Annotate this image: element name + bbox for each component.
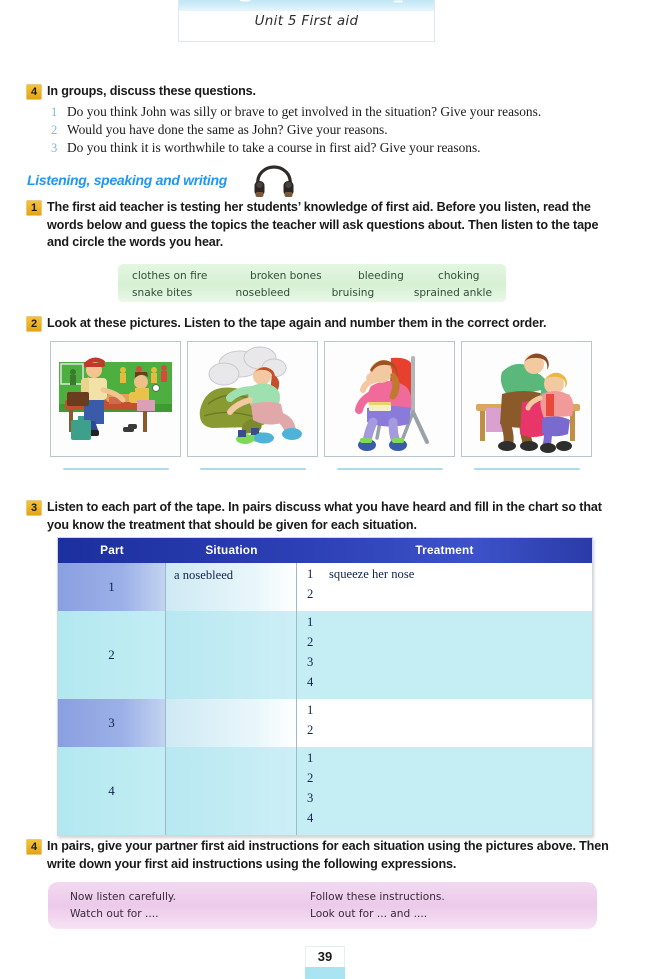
treatment-item[interactable] — [307, 567, 592, 587]
column-header-part: Part — [100, 543, 124, 557]
vocabulary-word[interactable]: snake bites — [132, 287, 193, 299]
vocabulary-word[interactable]: bruising — [331, 287, 375, 299]
exercise-4-bottom-header — [27, 838, 617, 873]
picture-panel-1[interactable] — [50, 341, 181, 457]
treatment-item[interactable] — [307, 723, 592, 743]
picture-strip — [50, 341, 592, 457]
treatment-index: 1 — [307, 703, 314, 717]
expression-item: Look out for ... and .... — [310, 908, 428, 920]
vocabulary-row-1 — [132, 268, 492, 285]
table-row — [58, 611, 592, 699]
treatment-index: 1 — [307, 567, 314, 581]
picture-panel-3[interactable] — [324, 341, 455, 457]
treatment-index: 2 — [307, 771, 314, 785]
treatment-index: 2 — [307, 635, 314, 649]
question-text: Would you have done the same as John? Give your reasons. — [67, 121, 388, 137]
treatment-index: 2 — [307, 723, 314, 737]
treatment-item[interactable] — [307, 587, 592, 607]
treatment-item[interactable] — [307, 751, 592, 771]
cell-part: 1 — [58, 563, 166, 611]
answer-line-3[interactable] — [324, 468, 455, 470]
question-number: 3 — [51, 140, 58, 155]
vocabulary-word[interactable]: choking — [438, 270, 480, 282]
treatment-index: 1 — [307, 751, 314, 765]
exercise-4-top — [27, 83, 627, 158]
treatment-index: 1 — [307, 615, 314, 629]
exercise-2-header — [27, 315, 627, 333]
exercise-1 — [27, 199, 602, 252]
question-text: Do you think it is worthwhile to take a course in first aid? Give your reasons. — [67, 139, 481, 155]
treatment-text: squeeze her nose — [329, 567, 415, 581]
table-row — [58, 699, 592, 747]
exercise-4-top-instruction: In groups, discuss these questions. — [47, 84, 256, 98]
exercise-4-bottom-instruction: In pairs, give your partner first aid instructions for each situation using the pictures above. Then write down your first aid instructions using the following expressions. — [47, 839, 609, 871]
vocabulary-row-2 — [132, 285, 492, 302]
treatment-index: 4 — [307, 811, 314, 825]
exercise-2 — [27, 315, 627, 333]
cell-part: 2 — [58, 611, 166, 699]
unit-title: Unit 5 First aid — [254, 13, 359, 29]
exercise-number-badge: 4 — [27, 85, 41, 99]
list-item — [51, 140, 627, 156]
vocabulary-box — [118, 264, 506, 302]
section-heading: Listening, speaking and writing — [27, 172, 227, 188]
list-item — [51, 122, 627, 138]
column-header-situation: Situation — [205, 543, 258, 557]
exercise-3 — [27, 499, 607, 534]
column-header-treatment: Treatment — [415, 543, 474, 557]
table-row — [58, 563, 592, 611]
treatment-item[interactable] — [307, 635, 592, 655]
cell-treatment[interactable] — [297, 611, 592, 699]
exercise-2-instruction: Look at these pictures. Listen to the tape again and number them in the correct order. — [47, 316, 547, 330]
exercise-number-badge: 4 — [27, 840, 41, 854]
treatment-index: 4 — [307, 675, 314, 689]
exercise-1-header — [27, 199, 602, 252]
treatment-item[interactable] — [307, 703, 592, 723]
cell-part: 4 — [58, 747, 166, 835]
expression-item: Watch out for .... — [70, 908, 159, 920]
treatment-chart — [57, 537, 593, 836]
expressions-column-left — [70, 889, 176, 923]
answer-line-1[interactable] — [50, 468, 181, 470]
cell-treatment[interactable] — [297, 563, 592, 611]
expression-item: Now listen carefully. — [70, 891, 177, 903]
cell-part: 3 — [58, 699, 166, 747]
cell-treatment[interactable] — [297, 699, 592, 747]
headphones-icon — [252, 165, 296, 198]
picture-panel-4[interactable] — [461, 341, 592, 457]
exercise-number-badge: 3 — [27, 501, 41, 515]
exercise-1-instruction: The first aid teacher is testing her students’ knowledge of first aid. Before you listen, read the words below and guess the topics the teacher will ask questions about. Then listen to the tape and circle the words you hear. — [47, 200, 599, 249]
question-number: 1 — [51, 104, 58, 119]
vocabulary-word[interactable]: bleeding — [358, 270, 404, 282]
treatment-index: 2 — [307, 587, 314, 601]
exercise-4-bottom — [27, 838, 617, 873]
answer-line-group — [50, 468, 592, 470]
treatment-item[interactable] — [307, 655, 592, 675]
exercise-3-instruction: Listen to each part of the tape. In pairs discuss what you have heard and fill in the chart so that you know the treatment that should be given for each situation. — [47, 500, 602, 532]
water-texture-decoration — [179, 0, 434, 11]
treatment-index: 3 — [307, 655, 314, 669]
answer-line-2[interactable] — [187, 468, 318, 470]
cell-situation[interactable] — [166, 747, 297, 835]
treatment-item[interactable] — [307, 771, 592, 791]
exercise-number-badge: 2 — [27, 317, 41, 331]
list-item — [51, 104, 627, 120]
vocabulary-word[interactable]: sprained ankle — [413, 287, 492, 299]
expression-item: Follow these instructions. — [310, 891, 445, 903]
vocabulary-word[interactable]: broken bones — [250, 270, 322, 282]
page-number: 39 — [305, 946, 345, 968]
exercise-number-badge: 1 — [27, 201, 41, 215]
treatment-item[interactable] — [307, 791, 592, 811]
page-tab-decoration — [305, 967, 345, 979]
cell-situation[interactable] — [166, 699, 297, 747]
cell-treatment[interactable] — [297, 747, 592, 835]
table-row — [58, 747, 592, 835]
treatment-index: 3 — [307, 791, 314, 805]
cell-situation[interactable]: a nosebleed — [166, 563, 297, 611]
vocabulary-word[interactable]: nosebleed — [235, 287, 291, 299]
picture-panel-2[interactable] — [187, 341, 318, 457]
exercise-4-top-header — [27, 83, 627, 101]
cell-situation[interactable] — [166, 611, 297, 699]
question-text: Do you think John was silly or brave to get involved in the situation? Give your reasons. — [67, 103, 542, 119]
treatment-item[interactable] — [307, 615, 592, 635]
expressions-column-right — [310, 889, 445, 923]
expressions-box — [48, 882, 597, 929]
answer-line-4[interactable] — [461, 468, 592, 470]
vocabulary-word[interactable]: clothes on fire — [132, 270, 208, 282]
treatment-item[interactable] — [307, 675, 592, 695]
exercise-3-header — [27, 499, 607, 534]
unit-banner — [178, 0, 435, 42]
question-number: 2 — [51, 122, 58, 137]
chart-header-row — [58, 538, 592, 563]
treatment-item[interactable] — [307, 811, 592, 831]
question-list — [51, 104, 627, 156]
